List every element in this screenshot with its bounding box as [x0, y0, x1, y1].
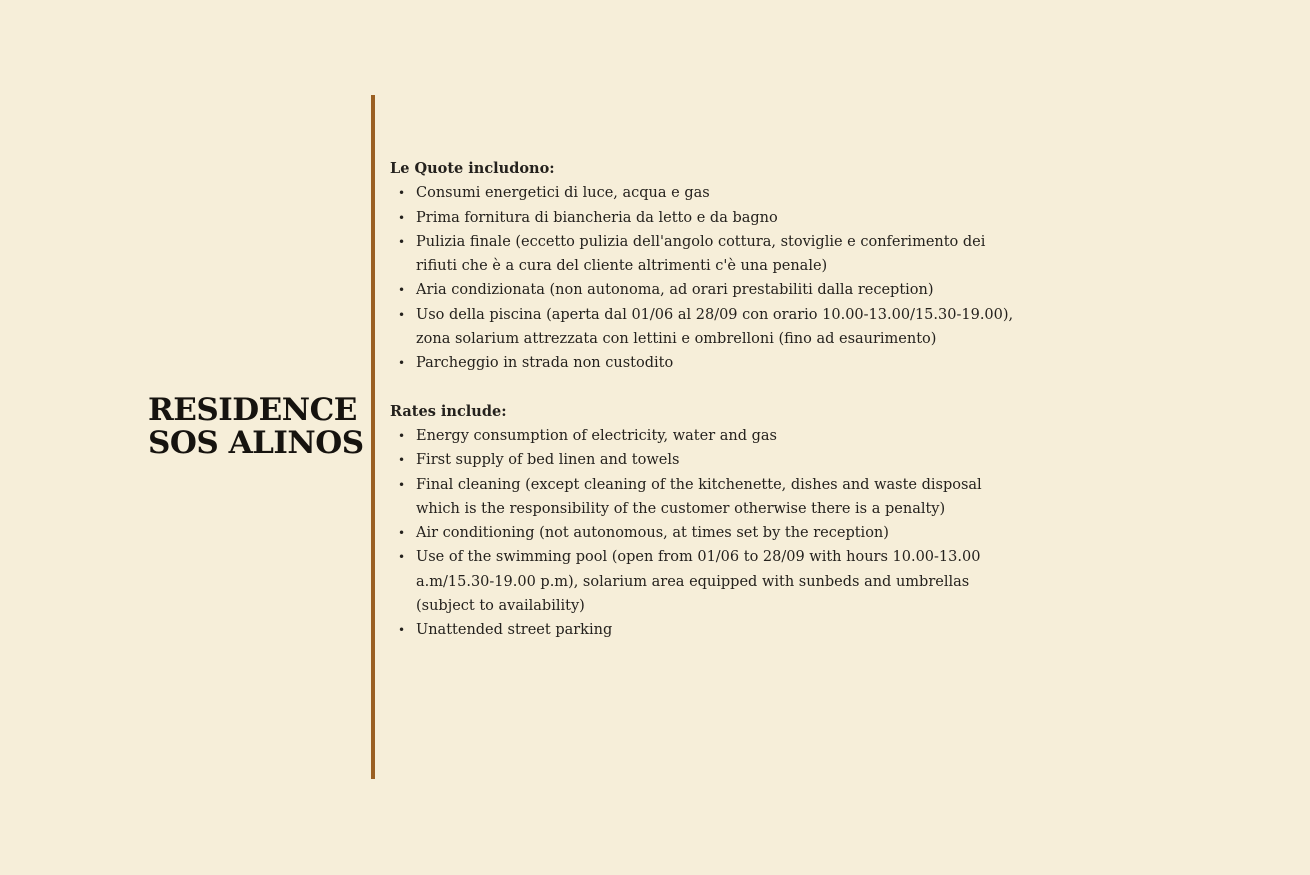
- list-item: • Energy consumption of electricity, water and gas: [390, 424, 1030, 448]
- list-item: • Final cleaning (except cleaning of the kitchenette, dishes and waste disposal which is the responsibility of the customer otherwise there is a penalty): [390, 473, 1030, 522]
- page-title: [148, 394, 364, 460]
- list-item: • Pulizia finale (eccetto pulizia dell'angolo cottura, stoviglie e conferimento dei rifiuti che è a cura del cliente altrimenti c'è una penale): [390, 230, 1030, 279]
- italian-section: [390, 157, 1030, 376]
- english-section: [390, 400, 1030, 643]
- list-item: • Parcheggio in strada non custodito: [390, 351, 1030, 375]
- english-list: [390, 424, 1030, 643]
- list-item: • Air conditioning (not autonomous, at times set by the reception): [390, 521, 1030, 545]
- list-item: • Prima fornitura di biancheria da letto e da bagno: [390, 206, 1030, 230]
- list-item: • Aria condizionata (non autonoma, ad orari prestabiliti dalla reception): [390, 278, 1030, 302]
- section-spacer: [390, 376, 1030, 400]
- list-item: • Consumi energetici di luce, acqua e gas: [390, 181, 1030, 205]
- italian-list: [390, 181, 1030, 375]
- list-item: • Uso della piscina (aperta dal 01/06 al 28/09 con orario 10.00-13.00/15.30-19.00), zona solarium attrezzata con lettini e ombrelloni (fino ad esaurimento): [390, 303, 1030, 352]
- list-item: • First supply of bed linen and towels: [390, 448, 1030, 472]
- title-line-2: SOS ALINOS: [148, 425, 364, 461]
- list-item: • Unattended street parking: [390, 618, 1030, 642]
- english-heading: Rates include:: [390, 402, 507, 420]
- rates-content: [390, 157, 1030, 643]
- list-item: • Use of the swimming pool (open from 01/06 to 28/09 with hours 10.00-13.00 a.m/15.30-19.00 p.m), solarium area equipped with sunbeds and umbrellas (subject to availability): [390, 545, 1030, 618]
- title-line-1: RESIDENCE: [148, 392, 357, 428]
- vertical-divider: [371, 95, 375, 779]
- italian-heading: Le Quote includono:: [390, 160, 555, 177]
